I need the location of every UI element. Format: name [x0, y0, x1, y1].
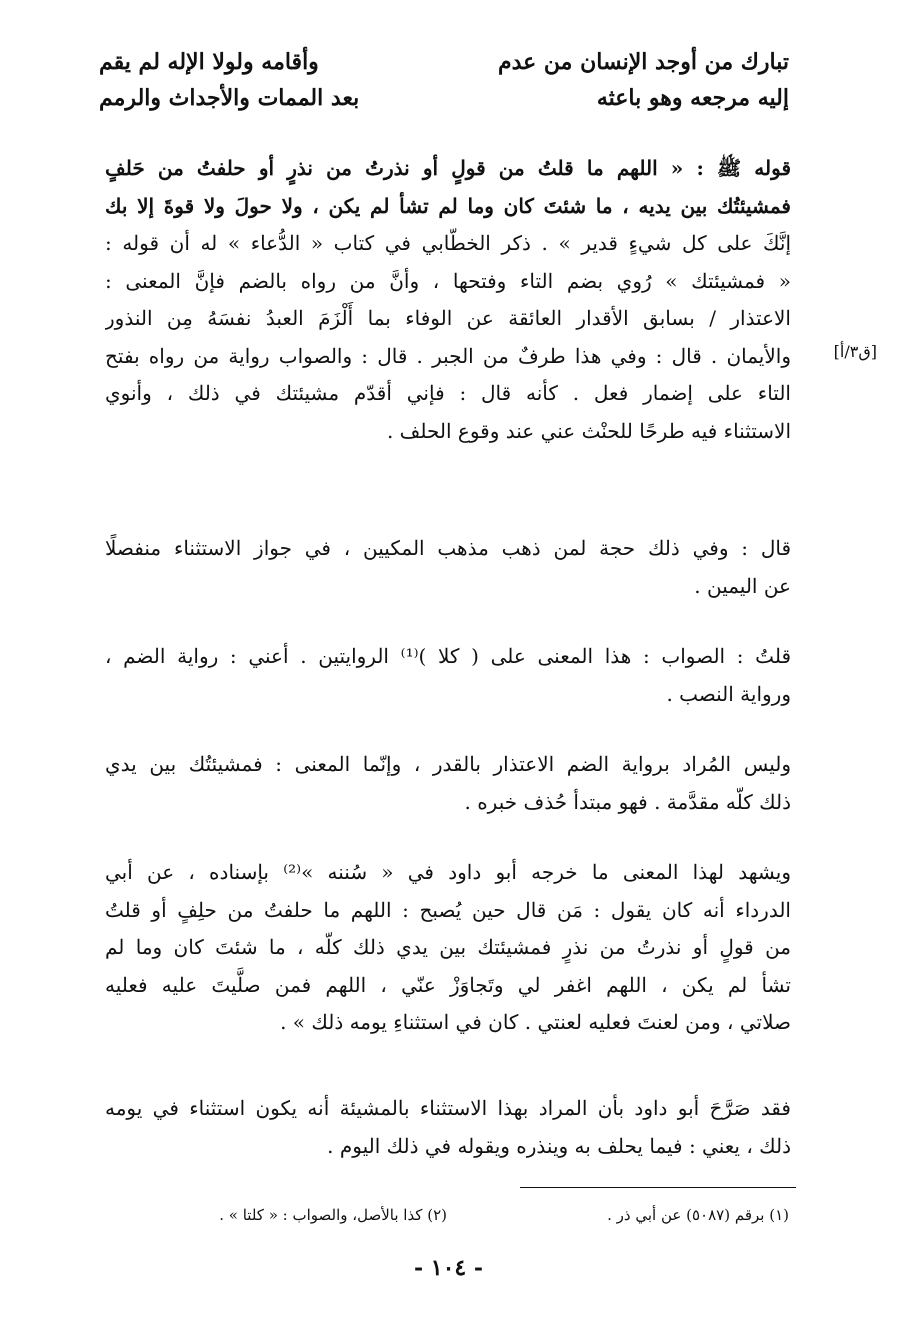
- footnote-separator: [520, 1187, 796, 1188]
- text-line: قوله ﷺ : « اللهم ما قلتُ من قولٍ أو نذرتُ من نذرٍ أو حلفتُ من حَلفٍ: [105, 156, 791, 180]
- poem-hemistich: بعد الممات والأجداث والرمم: [99, 85, 360, 111]
- text-line: قال : وفي ذلك حجة لمن ذهب مذهب المكيين ، في جواز الاستثناء منفصلًا: [105, 536, 791, 560]
- text-line: عن اليمين .: [694, 573, 791, 598]
- paragraph-5: [105, 854, 791, 1042]
- text-line: الاعتذار / بسابق الأقدار العائقة عن الوفاء بما أَلْزَمَ العبدُ نفسَهُ مِن النذور: [105, 306, 791, 330]
- poem-hemistich: وأقامه ولولا الإله لم يقم: [99, 49, 319, 75]
- text-line: وليس المُراد برواية الضم الاعتذار بالقدر ، وإنّما المعنى : فمشيئتُك بين يدي: [105, 752, 791, 776]
- text-line: « فمشيئتك » رُوي بضم التاء وفتحها ، وأنَّ من رواه بالضم فإنَّ المعنى :: [105, 268, 791, 293]
- poem: [99, 44, 789, 116]
- text-line: ورواية النصب .: [666, 681, 791, 706]
- paragraph-3: [105, 638, 791, 713]
- text-line: فمشيئتُك بين يديه ، ما شئتَ كان وما لم تشأ لم يكن ، ولا حولَ ولا قوةَ إلا بك: [105, 193, 791, 218]
- text-line: تشأ لم يكن ، اللهم اغفر لي وتَجاوَزْ عنّي ، اللهم فمن صلَّيتَ عليه فعليه: [105, 972, 791, 997]
- text-line: صلاتي ، ومن لعنتَ فعليه لعنتي . كان في استثناءِ يومه ذلك » .: [280, 1010, 791, 1034]
- poem-hemistich: إليه مرجعه وهو باعثه: [596, 85, 789, 111]
- text-line: الدرداء أنه كان يقول : مَن قال حين يُصبح : اللهم ما حلفتُ من حلِفٍ أو قلتُ: [105, 897, 791, 922]
- text-line: التاء على إضمار فعل . كأنه قال : فإني أقدّم مشيئتك في ذلك ، وأنوي: [105, 381, 791, 405]
- footnote-2: (٢) كذا بالأصل، والصواب : « كلتا » .: [219, 1206, 447, 1224]
- footnote-1: (١) برقم (٥٠٨٧) عن أبي ذر .: [607, 1206, 789, 1224]
- text-line: فقد صَرَّحَ أبو داود بأن المراد بهذا الاستثناء بالمشيئة أنه يكون استثناء في يومه: [105, 1096, 791, 1120]
- text-line: إنَّكَ على كل شيءٍ قدير » . ذكر الخطّابي في كتاب « الدُّعاء » له أن قوله :: [105, 231, 791, 255]
- text-line: والأيمان . قال : وفي هذا طرفٌ من الجبر . قال : والصواب رواية من رواه بفتح: [105, 343, 791, 368]
- text-line: ويشهد لهذا المعنى ما خرجه أبو داود في « سُننه »⁽²⁾ بإسناده ، عن أبي: [105, 860, 791, 884]
- paragraph-6: [105, 1090, 791, 1165]
- text-line: الاستثناء فيه طرحًا للحنْث عني عند وقوع الحلف .: [386, 418, 791, 443]
- paragraph-1: [105, 150, 791, 450]
- text-line: من قولٍ أو نذرتُ من نذرٍ فمشيئتك بين يدي ذلك كلّه ، ما شئتَ كان وما لم: [105, 935, 791, 959]
- margin-manuscript-ref: [ق٣/أ]: [833, 342, 877, 361]
- paragraph-2: [105, 530, 791, 605]
- text-line: قلتُ : الصواب : هذا المعنى على ( كلا )⁽¹⁾ الروايتين . أعني : رواية الضم ،: [105, 644, 791, 668]
- text-line: ذلك ، يعني : فيما يحلف به وينذره ويقوله في ذلك اليوم .: [327, 1133, 791, 1158]
- paragraph-4: [105, 746, 791, 821]
- page-number: - ١٠٤ -: [413, 1255, 484, 1281]
- poem-line-2: [99, 80, 789, 116]
- poem-line-1: [99, 44, 789, 80]
- poem-hemistich: تبارك من أوجد الإنسان من عدم: [497, 49, 789, 75]
- text-line: ذلك كلّه مقدَّمة . فهو مبتدأ حُذف خبره .: [464, 789, 791, 814]
